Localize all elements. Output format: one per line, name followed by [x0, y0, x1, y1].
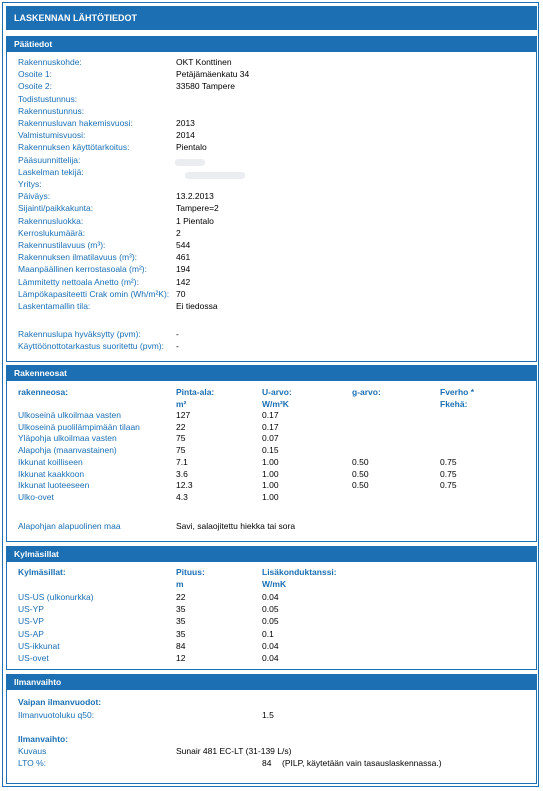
rakenneosa-pinta-ala: 75 — [176, 433, 186, 444]
field-value: Pientalo — [176, 142, 207, 153]
kuvaus-value: Sunair 481 EC-LT (31-139 L/s) — [176, 746, 292, 756]
field-label: Osoite 2: — [18, 81, 53, 92]
field-value: Ei tiedossa — [176, 301, 218, 311]
section-rakenneosat-header: Rakenneosat — [6, 365, 537, 381]
rakenneosa-name: Yläpohja ulkoilmaa vasten — [18, 433, 117, 444]
kylmasilta-name: US-US (ulkonurkka) — [18, 592, 94, 602]
rakenneosa-pinta-ala: 127 — [176, 410, 191, 420]
kylmasilta-name: US-ikkunat — [18, 640, 60, 651]
field-label: Lämpökapasiteetti Crak omin (Wh/m²K): — [18, 288, 170, 299]
field-label: Sijainti/paikkakunta: — [18, 203, 94, 214]
col-header-pinta-ala-unit: m² — [176, 399, 187, 409]
field-label: Rakennustunnus: — [18, 105, 85, 116]
col-header-u-arvo: U-arvo: — [262, 387, 292, 397]
q50-label: Ilmanvuotoluku q50: — [18, 710, 95, 720]
field-label: Rakennuslupa hyväksytty (pvm): — [18, 329, 141, 339]
rakenneosa-pinta-ala: 12.3 — [176, 480, 193, 491]
field-value: 13.2.2013 — [176, 191, 214, 202]
kylmasilta-lisakonduktanssi: 0.05 — [262, 604, 279, 615]
section-ilmanvaihto-header: Ilmanvaihto — [6, 674, 537, 690]
rakenneosa-fverho: 0.75 — [440, 468, 457, 479]
rakenneosa-u-arvo: 1.00 — [262, 456, 279, 467]
rakenneosa-u-arvo: 1.00 — [262, 468, 279, 479]
field-value: Tampere=2 — [176, 203, 219, 214]
field-value: 142 — [176, 276, 191, 287]
page-title: LASKENNAN LÄHTÖTIEDOT — [6, 6, 537, 30]
kylmasilta-pituus: 35 — [176, 616, 186, 627]
field-label: Rakennusluvan hakemisvuosi: — [18, 118, 133, 128]
kylmasilta-name: US-VP — [18, 616, 44, 627]
col-header-pituus: Pituus: — [176, 567, 205, 577]
q50-value: 1.5 — [262, 710, 274, 720]
field-label: Maanpäällinen kerrostasoala (m²): — [18, 264, 147, 275]
redacted-value — [185, 172, 245, 179]
rakenneosa-pinta-ala: 7.1 — [176, 456, 188, 467]
col-header-kylmasillat: Kylmäsillat: — [18, 567, 66, 577]
kylmasilta-lisakonduktanssi: 0.04 — [262, 640, 279, 651]
field-value: 70 — [176, 288, 186, 299]
rakenneosa-u-arvo: 1.00 — [262, 480, 279, 491]
field-label: Rakennustilavuus (m³): — [18, 240, 106, 250]
vaipan-ilmanvuodot-heading: Vaipan ilmanvuodot: — [18, 697, 102, 707]
field-value: Petäjämäenkatu 34 — [176, 69, 250, 80]
rakenneosa-pinta-ala: 3.6 — [176, 468, 188, 479]
field-label: Laskentamallin tila: — [18, 301, 91, 311]
col-header-g-arvo: g-arvo: — [352, 387, 381, 397]
field-label: Todistustunnus: — [18, 93, 78, 104]
rakenneosa-name: Ulko-ovet — [18, 491, 54, 502]
rakenneosa-u-arvo: 0.07 — [262, 433, 279, 444]
rakenneosa-name: Ikkunat kaakkoon — [18, 468, 85, 479]
field-value: 544 — [176, 240, 191, 250]
field-label: Rakennuksen käyttötarkoitus: — [18, 142, 130, 153]
field-value: 2013 — [176, 118, 195, 128]
redacted-value — [175, 159, 205, 166]
rakenneosa-u-arvo: 0.15 — [262, 445, 279, 456]
kylmasilta-name: US-AP — [18, 628, 44, 639]
field-label: Kerroslukumäärä: — [18, 227, 86, 238]
field-value: 2014 — [176, 130, 195, 141]
field-value: 461 — [176, 252, 191, 263]
ground-label: Alapohjan alapuolinen maa — [18, 521, 121, 531]
field-value: 2 — [176, 227, 181, 238]
field-label: Osoite 1: — [18, 69, 53, 80]
kuvaus-label: Kuvaus — [18, 746, 47, 756]
field-value: 33580 Tampere — [176, 81, 235, 92]
kylmasilta-name: US-YP — [18, 604, 44, 615]
kylmasilta-lisakonduktanssi: 0.04 — [262, 653, 279, 663]
rakenneosa-pinta-ala: 4.3 — [176, 491, 188, 502]
rakenneosa-name: Ikkunat koilliseen — [18, 456, 83, 467]
kylmasilta-pituus: 12 — [176, 653, 186, 663]
col-header-u-arvo-unit: W/m²K — [262, 399, 289, 409]
rakenneosa-name: Alapohja (maanvastainen) — [18, 445, 117, 456]
field-label: Rakennuskohde: — [18, 57, 82, 67]
col-header-pituus-unit: m — [176, 579, 184, 589]
rakenneosa-pinta-ala: 75 — [176, 445, 186, 456]
ilmanvaihto-heading: Ilmanvaihto: — [18, 734, 69, 744]
field-value: 1 Pientalo — [176, 215, 214, 226]
lto-value: 84 — [262, 758, 272, 768]
lto-note: (PILP, käytetään vain tasauslaskennassa.) — [282, 758, 442, 768]
lto-label: LTO %: — [18, 758, 47, 768]
field-label: Päiväys: — [18, 191, 51, 202]
kylmasilta-pituus: 35 — [176, 604, 186, 615]
kylmasilta-pituus: 22 — [176, 592, 186, 602]
field-label: Valmistumisvuosi: — [18, 130, 86, 141]
col-header-lisakonduktanssi-unit: W/mK — [262, 579, 287, 589]
field-label: Lämmitetty nettoala Anetto (m²): — [18, 276, 139, 287]
col-header-lisakonduktanssi: Lisäkonduktanssi: — [262, 567, 337, 577]
rakenneosa-g-arvo: 0.50 — [352, 456, 369, 467]
field-label: Käyttöönottotarkastus suoritettu (pvm): — [18, 341, 164, 352]
rakenneosa-u-arvo: 0.17 — [262, 410, 279, 420]
rakenneosa-g-arvo: 0.50 — [352, 468, 369, 479]
rakenneosa-name: Ikkunat luoteeseen — [18, 480, 90, 491]
field-label: Yritys: — [18, 179, 42, 189]
field-label: Laskelman tekijä: — [18, 166, 84, 177]
kylmasilta-pituus: 35 — [176, 628, 186, 639]
kylmasilta-lisakonduktanssi: 0.1 — [262, 628, 274, 639]
col-header-fverho: Fverho * — [440, 387, 475, 397]
col-header-rakenneosa: rakenneosa: — [18, 387, 69, 397]
rakenneosa-fverho: 0.75 — [440, 480, 457, 491]
kylmasilta-name: US-ovet — [18, 653, 49, 663]
section-paatiedot-header: Päätiedot — [6, 36, 537, 52]
field-label: Rakennuksen ilmatilavuus (m³): — [18, 252, 138, 263]
col-header-pinta-ala: Pinta-ala: — [176, 387, 215, 397]
rakenneosa-u-arvo: 1.00 — [262, 491, 279, 502]
field-value: 194 — [176, 264, 191, 275]
rakenneosa-fverho: 0.75 — [440, 456, 457, 467]
rakenneosa-u-arvo: 0.17 — [262, 421, 279, 432]
kylmasilta-lisakonduktanssi: 0.05 — [262, 616, 279, 627]
rakenneosa-g-arvo: 0.50 — [352, 480, 369, 491]
ground-value: Savi, salaojitettu hiekka tai sora — [176, 521, 296, 531]
kylmasilta-pituus: 84 — [176, 640, 186, 651]
field-value: - — [176, 341, 179, 352]
field-value: OKT Konttinen — [176, 57, 232, 67]
col-header-fkeha: Fkehä: — [440, 399, 468, 409]
rakenneosa-name: Ulkoseinä ulkoilmaa vasten — [18, 410, 121, 420]
field-label: Pääsuunnittelija: — [18, 154, 81, 165]
rakenneosa-name: Ulkoseinä puolilämpimään tilaan — [18, 421, 140, 432]
rakenneosa-pinta-ala: 22 — [176, 421, 186, 432]
section-kylmasillat-header: Kylmäsillat — [6, 546, 537, 562]
field-label: Rakennusluokka: — [18, 215, 84, 226]
field-value: - — [176, 329, 179, 339]
kylmasilta-lisakonduktanssi: 0.04 — [262, 592, 279, 602]
